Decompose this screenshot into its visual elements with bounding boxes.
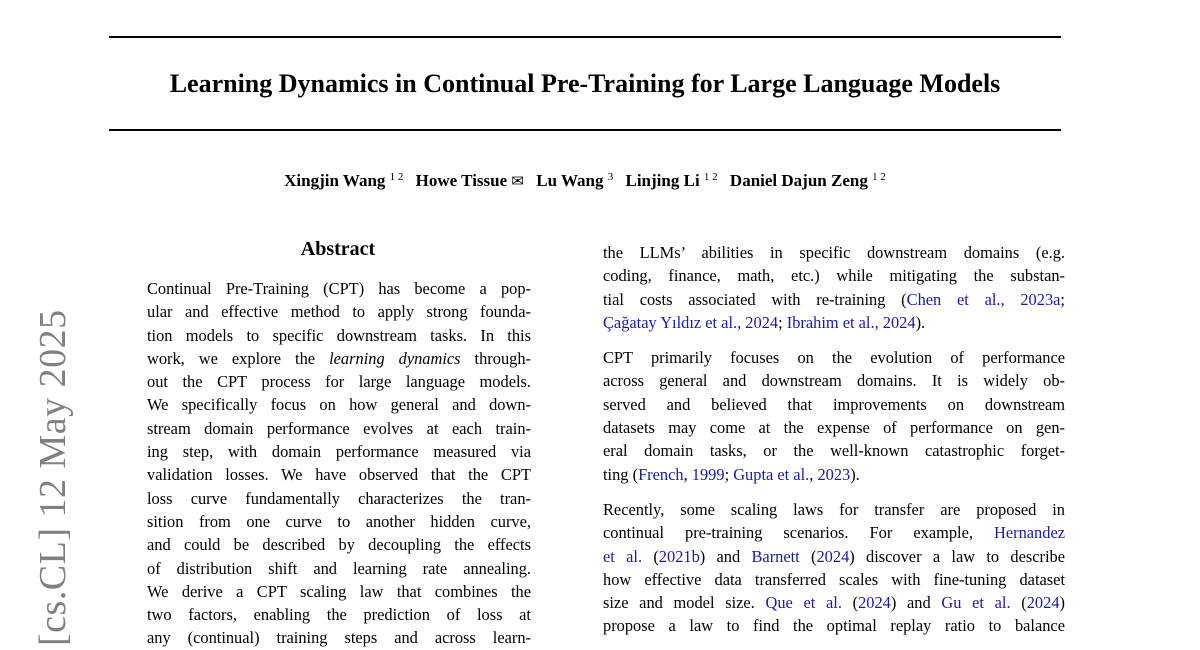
author-list bbox=[109, 171, 1061, 191]
body-line: datasets may come at the expense of performance on gen- bbox=[603, 418, 1065, 438]
paragraph bbox=[603, 498, 1065, 638]
abstract-line: validation losses. We have observed that the CPT bbox=[147, 465, 531, 485]
abstract-line: of distribution shift and learning rate annealing. bbox=[147, 558, 531, 578]
abstract-heading: Abstract bbox=[300, 238, 376, 260]
body-line: et al. (2021b) and Barnett (2024) discover a law to describe bbox=[603, 546, 1065, 566]
body-line: tial costs associated with re-training (Chen et al., 2023a; bbox=[603, 289, 1065, 309]
abstract-line: Continual Pre-Training (CPT) has become a pop- bbox=[147, 279, 531, 298]
body-line: size and model size. Que et al. (2024) and Gu et al. (2024) bbox=[603, 593, 1065, 613]
citation-link[interactable]: 2024 bbox=[816, 546, 850, 566]
citation-link[interactable]: 2023 bbox=[817, 464, 851, 484]
citation-link[interactable]: 2021b bbox=[658, 546, 700, 566]
body-line: across general and downstream domains. It is widely ob- bbox=[603, 371, 1065, 391]
citation-link[interactable]: Çağatay Yıldız et al., 2024 bbox=[603, 312, 779, 332]
abstract-line: sition from one curve to another hidden curve, bbox=[147, 511, 531, 531]
mail-icon: ✉ bbox=[511, 174, 524, 190]
abstract-body bbox=[147, 277, 531, 650]
intro-body bbox=[603, 241, 1065, 638]
body-line: propose a law to find the optimal replay ratio to balance bbox=[603, 616, 1065, 636]
author: Xingjin Wang $^{1 2}$ bbox=[284, 171, 404, 190]
citation-link[interactable]: 1999 bbox=[691, 464, 725, 484]
abstract-line: ing step, with domain performance measured via bbox=[147, 442, 531, 462]
arxiv-stamp: [cs.CL] 12 May 2025 bbox=[32, 309, 74, 646]
citation-link[interactable]: 2024 bbox=[1026, 593, 1060, 613]
citation-link[interactable]: Chen et al., 2023a bbox=[906, 289, 1061, 309]
abstract-line: work, we explore the learning dynamics through- bbox=[147, 348, 531, 368]
author: Daniel Dajun Zeng $^{1 2}$ bbox=[729, 171, 886, 190]
paper-title: Learning Dynamics in Continual Pre-Training for Large Language Models bbox=[169, 69, 1001, 98]
affiliation-marker: 1 2 bbox=[703, 171, 718, 183]
abstract-line: and could be described by decoupling the effects bbox=[147, 535, 531, 555]
abstract-line: two factors, enabling the prediction of loss at bbox=[147, 605, 531, 625]
body-line: eral domain tasks, or the well-known catastrophic forget- bbox=[603, 441, 1065, 461]
citation-link[interactable]: Barnett bbox=[751, 546, 800, 566]
body-line: how effective data transferred scales with fine-tuning dataset bbox=[603, 569, 1065, 589]
body-line: continual pre-training scenarios. For example, Hernandez bbox=[603, 523, 1065, 543]
abstract-line: We specifically focus on how general and down- bbox=[147, 395, 531, 415]
abstract-line: any (continual) training steps and across learn- bbox=[147, 628, 531, 648]
emphasis-learning-dynamics: learning dynamics bbox=[329, 348, 461, 368]
citation-link[interactable]: et al. bbox=[603, 546, 643, 566]
affiliation-marker: 1 2 bbox=[389, 171, 404, 183]
citation-link[interactable]: Gu et al. bbox=[941, 593, 1011, 613]
body-line: served and believed that improvements on downstream bbox=[603, 394, 1065, 414]
body-line: CPT primarily focuses on the evolution of performance bbox=[603, 348, 1065, 368]
body-line: ting (French, 1999; Gupta et al., 2023). bbox=[603, 464, 860, 484]
citation-link[interactable]: 2024 bbox=[858, 593, 891, 613]
title-rule-bottom bbox=[109, 129, 1061, 131]
citation-link[interactable]: Ibrahim et al., 2024 bbox=[786, 312, 916, 332]
body-line: coding, finance, math, etc.) while mitigating the substan- bbox=[603, 266, 1065, 286]
abstract-line: ular and effective method to apply strong founda- bbox=[147, 302, 531, 322]
citation-link[interactable]: Hernandez bbox=[994, 523, 1065, 543]
abstract-line: stream domain performance evolves at each train- bbox=[147, 418, 531, 438]
body-line: Recently, some scaling laws for transfer are proposed in bbox=[603, 499, 1065, 519]
abstract-line: We derive a CPT scaling law that combines the bbox=[147, 581, 531, 601]
author: Howe Tissue ✉ bbox=[415, 171, 524, 190]
citation-link[interactable]: Gupta et al. bbox=[733, 464, 810, 484]
affiliation-marker: 1 2 bbox=[872, 171, 886, 183]
author: Linjing Li $^{1 2}$ bbox=[625, 171, 718, 190]
paragraph bbox=[603, 346, 1065, 486]
citation-link[interactable]: French bbox=[638, 464, 684, 484]
affiliation-marker: 3 bbox=[607, 171, 614, 183]
paragraph bbox=[603, 241, 1065, 334]
body-line: the LLMs’ abilities in specific downstream domains (e.g. bbox=[603, 243, 1065, 262]
abstract-line: tion models to specific downstream tasks. In this bbox=[147, 325, 531, 345]
author: Lu Wang $^3$ bbox=[536, 171, 614, 190]
body-line: Çağatay Yıldız et al., 2024; Ibrahim et al., 2024). bbox=[603, 312, 926, 332]
title-rule-top bbox=[109, 36, 1061, 38]
abstract-line: loss curve fundamentally characterizes the tran- bbox=[147, 488, 531, 508]
abstract-line: out the CPT process for large language models. bbox=[147, 372, 531, 392]
citation-link[interactable]: Que et al. bbox=[765, 593, 842, 613]
